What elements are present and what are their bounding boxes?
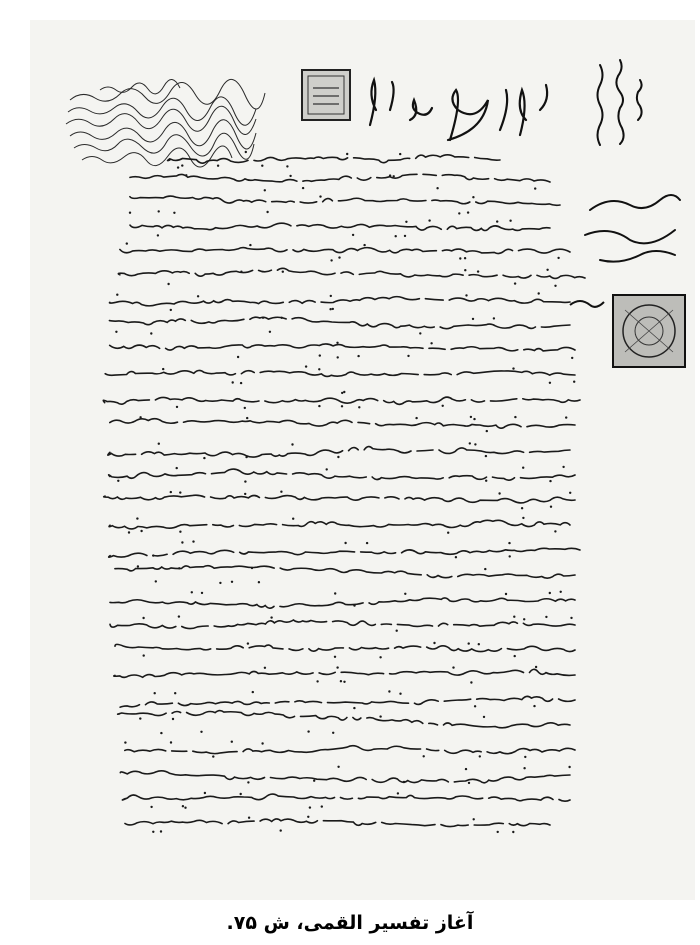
diacritic-dot bbox=[249, 244, 251, 246]
diacritic-dot bbox=[251, 567, 253, 569]
diacritic-dot bbox=[240, 793, 242, 795]
diacritic-dot bbox=[405, 221, 407, 223]
diacritic-dot bbox=[474, 443, 476, 445]
diacritic-dot bbox=[181, 541, 183, 543]
diacritic-dot bbox=[237, 356, 239, 358]
diacritic-dot bbox=[115, 331, 117, 333]
diacritic-dot bbox=[467, 211, 469, 213]
diacritic-dot bbox=[477, 270, 479, 272]
diacritic-dot bbox=[269, 331, 271, 333]
diacritic-dot bbox=[549, 382, 551, 384]
diacritic-dot bbox=[464, 257, 466, 259]
diacritic-dot bbox=[139, 717, 141, 719]
diacritic-dot bbox=[479, 755, 481, 757]
diacritic-dot bbox=[160, 732, 162, 734]
diacritic-dot bbox=[307, 730, 309, 732]
diacritic-dot bbox=[419, 332, 421, 334]
diacritic-dot bbox=[341, 405, 343, 407]
diacritic-dot bbox=[172, 718, 174, 720]
diacritic-dot bbox=[478, 643, 480, 645]
text-line bbox=[120, 771, 570, 783]
date-annotation bbox=[585, 195, 680, 262]
diacritic-dot bbox=[459, 257, 461, 259]
text-line bbox=[118, 268, 585, 278]
text-line bbox=[120, 248, 570, 254]
diacritic-dot bbox=[244, 480, 246, 482]
diacritic-dot bbox=[397, 792, 399, 794]
diacritic-dot bbox=[353, 707, 355, 709]
diacritic-dot bbox=[452, 666, 454, 668]
text-line bbox=[108, 447, 570, 458]
text-line bbox=[110, 344, 575, 351]
diacritic-dot bbox=[472, 318, 474, 320]
diacritic-dot bbox=[321, 805, 323, 807]
diacritic-dot bbox=[468, 782, 470, 784]
diacritic-dot bbox=[513, 616, 515, 618]
diacritic-dot bbox=[270, 616, 272, 618]
text-line bbox=[120, 696, 575, 707]
diacritic-dot bbox=[326, 468, 328, 470]
diacritic-dot bbox=[514, 282, 516, 284]
diacritic-dot bbox=[403, 781, 405, 783]
diacritic-dot bbox=[336, 666, 338, 668]
diacritic-dot bbox=[343, 391, 345, 393]
diacritic-dot bbox=[546, 269, 548, 271]
diacritic-dot bbox=[366, 542, 368, 544]
diacritic-dot bbox=[458, 212, 460, 214]
diacritic-dot bbox=[474, 705, 476, 707]
diacritic-dot bbox=[570, 617, 572, 619]
diacritic-dot bbox=[554, 530, 556, 532]
diacritic-dot bbox=[286, 165, 288, 167]
diacritic-dot bbox=[117, 480, 119, 482]
diacritic-dot bbox=[177, 166, 179, 168]
diacritic-dot bbox=[346, 153, 348, 155]
diacritic-dot bbox=[158, 443, 160, 445]
diacritic-dot bbox=[201, 592, 203, 594]
diacritic-dot bbox=[176, 406, 178, 408]
diacritic-dot bbox=[498, 492, 500, 494]
diacritic-dot bbox=[252, 691, 254, 693]
diacritic-dot bbox=[341, 392, 343, 394]
diacritic-dot bbox=[512, 831, 514, 833]
diacritic-dot bbox=[430, 342, 432, 344]
diacritic-dot bbox=[523, 618, 525, 620]
diacritic-dot bbox=[176, 467, 178, 469]
diacritic-dot bbox=[472, 196, 474, 198]
text-line bbox=[109, 317, 570, 328]
diacritic-dot bbox=[129, 212, 131, 214]
diacritic-dot bbox=[191, 591, 193, 593]
diacritic-dot bbox=[379, 715, 381, 717]
diacritic-dot bbox=[436, 187, 438, 189]
diacritic-dot bbox=[538, 292, 540, 294]
diacritic-dot bbox=[178, 567, 180, 569]
diacritic-dot bbox=[534, 187, 536, 189]
diacritic-dot bbox=[247, 642, 249, 644]
scribble-note-topleft bbox=[66, 79, 265, 167]
diacritic-dot bbox=[404, 235, 406, 237]
diacritic-dot bbox=[231, 581, 233, 583]
diacritic-dot bbox=[244, 407, 246, 409]
diacritic-dot bbox=[336, 342, 338, 344]
diacritic-dot bbox=[116, 294, 118, 296]
diacritic-dot bbox=[358, 406, 360, 408]
diacritic-dot bbox=[319, 354, 321, 356]
diacritic-dot bbox=[337, 356, 339, 358]
diacritic-dot bbox=[533, 705, 535, 707]
diacritic-dot bbox=[508, 542, 510, 544]
diacritic-dot bbox=[264, 189, 266, 191]
text-line bbox=[122, 794, 570, 801]
diacritic-dot bbox=[139, 416, 141, 418]
diacritic-dot bbox=[128, 531, 130, 533]
diacritic-dot bbox=[399, 693, 401, 695]
library-note-vertical bbox=[598, 60, 642, 145]
diacritic-dot bbox=[261, 742, 263, 744]
diacritic-dot bbox=[486, 430, 488, 432]
diacritic-dot bbox=[514, 655, 516, 657]
diacritic-dot bbox=[137, 565, 139, 567]
diacritic-dot bbox=[493, 317, 495, 319]
diacritic-dot bbox=[313, 780, 315, 782]
diacritic-dot bbox=[353, 604, 355, 606]
diacritic-dot bbox=[182, 805, 184, 807]
text-line bbox=[104, 495, 575, 503]
diacritic-dot bbox=[512, 367, 514, 369]
text-line bbox=[114, 669, 575, 677]
diacritic-dot bbox=[309, 806, 311, 808]
diacritic-dot bbox=[393, 175, 395, 177]
diacritic-dot bbox=[569, 492, 571, 494]
diacritic-dot bbox=[217, 165, 219, 167]
diacritic-dot bbox=[150, 806, 152, 808]
diacritic-dot bbox=[247, 781, 249, 783]
diacritic-dot bbox=[497, 831, 499, 833]
text-line bbox=[105, 370, 575, 376]
diacritic-dot bbox=[291, 443, 293, 445]
diacritic-dot bbox=[423, 755, 425, 757]
diacritic-dot bbox=[573, 381, 575, 383]
diacritic-dot bbox=[535, 666, 537, 668]
diacritic-dot bbox=[152, 831, 154, 833]
diacritic-dot bbox=[389, 174, 391, 176]
text-line bbox=[125, 819, 550, 827]
diacritic-dot bbox=[264, 667, 266, 669]
diacritic-dot bbox=[340, 680, 342, 682]
diacritic-dot bbox=[281, 317, 283, 319]
diacritic-dot bbox=[142, 617, 144, 619]
diacritic-dot bbox=[554, 285, 556, 287]
diacritic-dot bbox=[468, 642, 470, 644]
diacritic-dot bbox=[245, 456, 247, 458]
diacritic-dot bbox=[485, 455, 487, 457]
diacritic-dot bbox=[571, 357, 573, 359]
diacritic-dot bbox=[496, 220, 498, 222]
diacritic-dot bbox=[330, 259, 332, 261]
manuscript-image bbox=[30, 20, 695, 900]
diacritic-dot bbox=[280, 829, 282, 831]
diacritic-dot bbox=[212, 755, 214, 757]
diacritic-dot bbox=[181, 164, 183, 166]
diacritic-dot bbox=[399, 153, 401, 155]
diacritic-dot bbox=[246, 417, 248, 419]
diacritic-dot bbox=[550, 506, 552, 508]
text-line bbox=[103, 397, 580, 404]
diacritic-dot bbox=[330, 295, 332, 297]
diacritic-dot bbox=[379, 656, 381, 658]
diacritic-dot bbox=[248, 817, 250, 819]
diacritic-dot bbox=[470, 681, 472, 683]
diacritic-dot bbox=[232, 381, 234, 383]
diacritic-dot bbox=[155, 580, 157, 582]
text-line bbox=[110, 419, 575, 428]
diacritic-dot bbox=[318, 405, 320, 407]
diacritic-dot bbox=[465, 768, 467, 770]
diacritic-dot bbox=[334, 592, 336, 594]
diacritic-dot bbox=[404, 593, 406, 595]
diacritic-dot bbox=[240, 382, 242, 384]
diacritic-dot bbox=[337, 456, 339, 458]
diacritic-dot bbox=[318, 368, 320, 370]
diacritic-dot bbox=[428, 219, 430, 221]
diacritic-dot bbox=[158, 210, 160, 212]
diacritic-dot bbox=[292, 518, 294, 520]
diacritic-dot bbox=[302, 187, 304, 189]
diacritic-dot bbox=[484, 568, 486, 570]
diacritic-dot bbox=[258, 581, 260, 583]
diacritic-dot bbox=[140, 530, 142, 532]
diacritic-dot bbox=[545, 616, 547, 618]
diacritic-dot bbox=[357, 355, 359, 357]
diacritic-dot bbox=[245, 151, 247, 153]
diacritic-dot bbox=[549, 480, 551, 482]
diacritic-dot bbox=[388, 690, 390, 692]
diacritic-dot bbox=[509, 220, 511, 222]
diacritic-dot bbox=[173, 212, 175, 214]
diacritic-dot bbox=[473, 418, 475, 420]
margin-note-right bbox=[570, 301, 604, 307]
diacritic-dot bbox=[337, 766, 339, 768]
diacritic-dot bbox=[433, 642, 435, 644]
manuscript-scan bbox=[30, 20, 695, 900]
text-line bbox=[110, 598, 575, 608]
diacritic-dot bbox=[522, 517, 524, 519]
text-line bbox=[167, 155, 500, 163]
diacritic-dot bbox=[334, 656, 336, 658]
image-caption: آغاز تفسیر القمی، ش ۷۵. bbox=[226, 912, 474, 934]
diacritic-dot bbox=[352, 234, 354, 236]
text-line bbox=[130, 223, 550, 230]
diacritic-dot bbox=[184, 807, 186, 809]
diacritic-dot bbox=[244, 493, 246, 495]
diacritic-dot bbox=[447, 532, 449, 534]
diacritic-dot bbox=[204, 792, 206, 794]
diacritic-dot bbox=[332, 308, 334, 310]
diacritic-dot bbox=[261, 165, 263, 167]
diacritic-dot bbox=[485, 480, 487, 482]
diacritic-dot bbox=[549, 592, 551, 594]
diacritic-dot bbox=[565, 416, 567, 418]
diacritic-dot bbox=[179, 531, 181, 533]
diacritic-dot bbox=[289, 175, 291, 177]
diacritic-dot bbox=[231, 741, 233, 743]
diacritic-dot bbox=[521, 507, 523, 509]
diacritic-dot bbox=[152, 554, 154, 556]
diacritic-dot bbox=[167, 283, 169, 285]
diacritic-dot bbox=[407, 355, 409, 357]
diacritic-dot bbox=[465, 294, 467, 296]
diacritic-dot bbox=[203, 457, 205, 459]
diacritic-dot bbox=[469, 442, 471, 444]
diacritic-dot bbox=[150, 332, 152, 334]
text-line bbox=[115, 566, 575, 579]
manuscript-text-block bbox=[103, 151, 585, 833]
diacritic-dot bbox=[396, 630, 398, 632]
text-line bbox=[115, 644, 575, 651]
diacritic-dot bbox=[160, 830, 162, 832]
diacritic-dot bbox=[162, 368, 164, 370]
diacritic-dot bbox=[170, 309, 172, 311]
text-line bbox=[130, 174, 550, 182]
diacritic-dot bbox=[280, 491, 282, 493]
diacritic-dot bbox=[178, 615, 180, 617]
diacritic-dot bbox=[262, 317, 264, 319]
diacritic-dot bbox=[316, 680, 318, 682]
diacritic-dot bbox=[560, 591, 562, 593]
diacritic-dot bbox=[557, 257, 559, 259]
diacritic-dot bbox=[307, 816, 309, 818]
ornate-seal-icon bbox=[613, 295, 685, 367]
diacritic-dot bbox=[509, 555, 511, 557]
diacritic-dot bbox=[470, 416, 472, 418]
diacritic-dot bbox=[415, 417, 417, 419]
diacritic-dot bbox=[282, 271, 284, 273]
diacritic-dot bbox=[192, 540, 194, 542]
text-line bbox=[109, 520, 570, 529]
diacritic-dot bbox=[363, 244, 365, 246]
diacritic-dot bbox=[568, 766, 570, 768]
diacritic-dot bbox=[442, 405, 444, 407]
diacritic-dot bbox=[524, 756, 526, 758]
text-line bbox=[109, 469, 575, 480]
diacritic-dot bbox=[240, 271, 242, 273]
diacritic-dot bbox=[338, 256, 340, 258]
diacritic-dot bbox=[514, 416, 516, 418]
diacritic-dot bbox=[505, 593, 507, 595]
diacritic-dot bbox=[329, 308, 331, 310]
diacritic-dot bbox=[266, 211, 268, 213]
text-line bbox=[110, 620, 575, 629]
diacritic-dot bbox=[179, 491, 181, 493]
diacritic-dot bbox=[170, 741, 172, 743]
diacritic-dot bbox=[332, 732, 334, 734]
diacritic-dot bbox=[319, 195, 321, 197]
diacritic-dot bbox=[126, 242, 128, 244]
diacritic-dot bbox=[483, 716, 485, 718]
diacritic-dot bbox=[523, 767, 525, 769]
diacritic-dot bbox=[562, 466, 564, 468]
diacritic-dot bbox=[174, 692, 176, 694]
diacritic-dot bbox=[344, 542, 346, 544]
diacritic-dot bbox=[200, 731, 202, 733]
square-seal-icon bbox=[302, 70, 350, 120]
diacritic-dot bbox=[455, 556, 457, 558]
diacritic-dot bbox=[219, 582, 221, 584]
diacritic-dot bbox=[170, 491, 172, 493]
text-line bbox=[118, 711, 570, 728]
text-line bbox=[109, 297, 570, 306]
text-line bbox=[125, 746, 575, 754]
diacritic-dot bbox=[197, 295, 199, 297]
annotation-topright bbox=[370, 80, 547, 140]
diacritic-dot bbox=[305, 365, 307, 367]
diacritic-dot bbox=[157, 234, 159, 236]
diacritic-dot bbox=[185, 174, 187, 176]
diacritic-dot bbox=[473, 818, 475, 820]
diacritic-dot bbox=[522, 467, 524, 469]
diacritic-dot bbox=[154, 692, 156, 694]
diacritic-dot bbox=[343, 681, 345, 683]
text-line bbox=[130, 196, 560, 205]
diacritic-dot bbox=[124, 741, 126, 743]
diacritic-dot bbox=[143, 654, 145, 656]
diacritic-dot bbox=[136, 517, 138, 519]
diacritic-dot bbox=[464, 269, 466, 271]
diacritic-dot bbox=[395, 235, 397, 237]
